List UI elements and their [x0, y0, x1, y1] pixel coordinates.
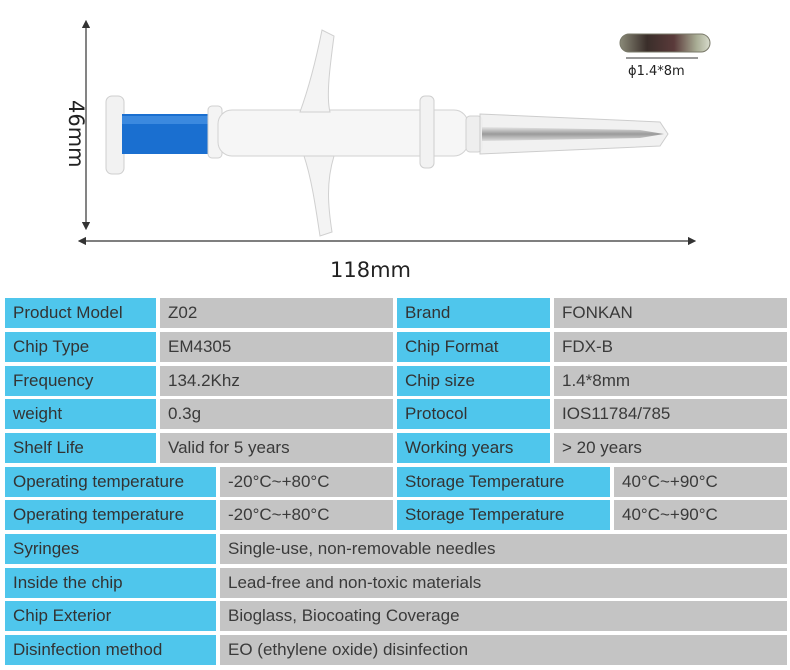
spec-label: Disinfection method [5, 635, 216, 665]
spec-value: Z02 [160, 298, 393, 328]
spec-label: Working years [397, 433, 550, 463]
spec-row [5, 332, 787, 362]
spec-value: Single-use, non-removable needles [220, 534, 787, 564]
spec-value: Lead-free and non-toxic materials [220, 568, 787, 598]
spec-label: Chip Format [397, 332, 550, 362]
width-label: 118mm [330, 258, 411, 282]
spec-value: Bioglass, Biocoating Coverage [220, 601, 787, 631]
product-image [0, 0, 790, 295]
spec-label: Operating temperature [5, 467, 216, 497]
spec-row [5, 366, 787, 396]
syringe-illustration [0, 0, 790, 295]
upper-finger-grip [300, 30, 334, 112]
spec-label: Shelf Life [5, 433, 156, 463]
plunger-cap [106, 96, 124, 174]
spec-label: Chip Exterior [5, 601, 216, 631]
spec-label: Storage Temperature [397, 467, 610, 497]
chip-icon [620, 34, 710, 52]
spec-row [5, 534, 787, 564]
spec-label: weight [5, 399, 156, 429]
spec-row [5, 298, 787, 328]
spec-value: FONKAN [554, 298, 787, 328]
spec-label: Operating temperature [5, 500, 216, 530]
height-label: 46mm [64, 100, 88, 168]
spec-row [5, 635, 787, 665]
lower-finger-grip [304, 156, 334, 236]
spec-value: -20°C~+80°C [220, 500, 393, 530]
spec-row [5, 433, 787, 463]
spec-row [5, 500, 787, 530]
spec-label: Frequency [5, 366, 156, 396]
spec-label: Chip size [397, 366, 550, 396]
spec-label: Inside the chip [5, 568, 216, 598]
spec-label: Chip Type [5, 332, 156, 362]
spec-row [5, 568, 787, 598]
spec-value: > 20 years [554, 433, 787, 463]
spec-label: Storage Temperature [397, 500, 610, 530]
spec-label: Syringes [5, 534, 216, 564]
spec-row [5, 601, 787, 631]
spec-value: -20°C~+80°C [220, 467, 393, 497]
chip-size-label: ϕ1.4*8m [628, 64, 685, 79]
spec-label: Protocol [397, 399, 550, 429]
spec-value: 134.2Khz [160, 366, 393, 396]
spec-value: 0.3g [160, 399, 393, 429]
spec-value: 40°C~+90°C [614, 500, 787, 530]
spec-value: EM4305 [160, 332, 393, 362]
spec-value: FDX-B [554, 332, 787, 362]
spec-label: Brand [397, 298, 550, 328]
spec-value: IOS11784/785 [554, 399, 787, 429]
spec-value: 40°C~+90°C [614, 467, 787, 497]
spec-row [5, 399, 787, 429]
spec-value: 1.4*8mm [554, 366, 787, 396]
spec-row [5, 467, 787, 497]
spec-label: Product Model [5, 298, 156, 328]
spec-value: EO (ethylene oxide) disinfection [220, 635, 787, 665]
spec-value: Valid for 5 years [160, 433, 393, 463]
